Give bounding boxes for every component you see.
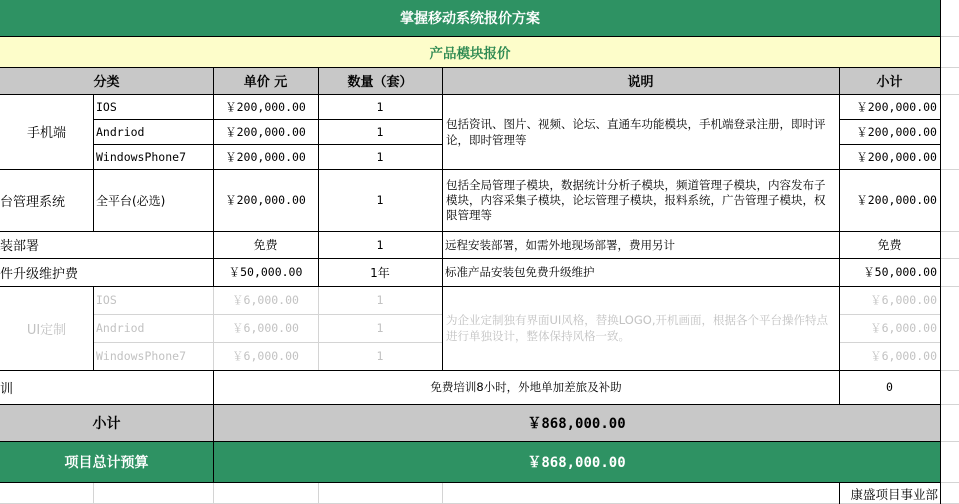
mobile-description[interactable]: 包括资讯、图片、视频、论坛、直通车功能模块，手机端登录注册，即时评论，即时管理等 — [446, 116, 826, 147]
border — [940, 0, 941, 504]
gridline — [940, 258, 959, 259]
border — [213, 370, 214, 482]
gridline — [940, 36, 959, 37]
border — [93, 286, 94, 370]
deploy-price[interactable]: 免费 — [253, 238, 278, 252]
border — [839, 482, 840, 504]
mobile-price-ios[interactable]: ￥200,000.00 — [225, 99, 306, 114]
gridline — [940, 94, 959, 95]
mobile-price-wp7[interactable]: ￥200,000.00 — [225, 149, 306, 164]
ui-description[interactable]: 为企业定制独有界面UI风格，替换LOGO,开机画面，根据各个平台操作特点进行单独设计，整体保持风格一致。 — [446, 313, 828, 343]
sheet-title[interactable]: 掌握移动系统报价方案 — [0, 0, 940, 36]
training-description[interactable]: 免费培训8小时，外地单加差旅及补助 — [430, 380, 622, 394]
border — [0, 286, 940, 287]
backend-price[interactable]: ￥200,000.00 — [225, 193, 306, 207]
upgrade-subtotal[interactable]: ￥50,000.00 — [863, 265, 937, 279]
border — [0, 441, 940, 442]
gridline — [442, 483, 443, 504]
mobile-platform-ios[interactable]: IOS — [96, 99, 117, 114]
header-category[interactable]: 分类 — [93, 75, 120, 90]
backend-platform[interactable]: 全平台(必选) — [96, 193, 166, 208]
border — [93, 119, 442, 120]
gridline — [940, 67, 959, 68]
border — [0, 258, 940, 259]
budget-label[interactable]: 项目总计预算 — [64, 454, 149, 471]
total-value[interactable]: ￥868,000.00 — [527, 415, 626, 432]
border — [0, 169, 940, 170]
border — [318, 67, 319, 286]
gridline — [940, 231, 959, 232]
gridline — [839, 342, 940, 343]
gridline — [940, 169, 959, 170]
border — [0, 231, 940, 232]
border — [0, 67, 940, 68]
gridline — [940, 482, 959, 483]
border — [839, 67, 840, 404]
gridline — [839, 314, 940, 315]
backend-description[interactable]: 包括全局管理子模块，数据统计分析子模块，频道管理子模块，内容发布子模块，内容采集子模块，论坛管理子模块，报料系统，广告管理子模块，权限管理等 — [446, 177, 826, 222]
gridline — [318, 286, 319, 370]
gridline — [940, 404, 959, 405]
ui-qty-android[interactable]: 1 — [376, 321, 384, 335]
deploy-qty[interactable]: 1 — [376, 237, 384, 252]
border — [0, 36, 940, 37]
border — [0, 94, 940, 95]
right-border-strip — [940, 0, 959, 36]
mobile-platform-wp7[interactable]: WindowsPhone7 — [96, 149, 187, 164]
ui-subtotal-android[interactable]: ￥6,000.00 — [870, 321, 937, 335]
ui-qty-ios[interactable]: 1 — [376, 293, 384, 307]
border — [0, 482, 940, 483]
border — [442, 67, 443, 370]
mobile-subtotal-android[interactable]: ￥200,000.00 — [856, 124, 937, 139]
gridline — [940, 441, 959, 442]
gridline — [93, 483, 94, 504]
upgrade-category[interactable]: 件升级维护费 — [0, 266, 79, 282]
gridline — [940, 370, 959, 371]
mobile-subtotal-wp7[interactable]: ￥200,000.00 — [856, 149, 937, 164]
ui-subtotal-ios[interactable]: ￥6,000.00 — [870, 293, 937, 307]
section-subtitle[interactable]: 产品模块报价 — [0, 36, 940, 67]
budget-value[interactable]: ￥868,000.00 — [527, 454, 626, 471]
upgrade-qty[interactable]: 1年 — [370, 265, 390, 280]
header-quantity[interactable]: 数量（套） — [347, 75, 413, 90]
header-description[interactable]: 说明 — [627, 75, 654, 90]
gridline — [318, 483, 319, 504]
deploy-description[interactable]: 远程安装部署，如需外地现场部署，费用另计 — [445, 237, 675, 252]
gridline — [213, 286, 214, 370]
training-subtotal[interactable]: 0 — [886, 380, 893, 394]
mobile-category[interactable]: 手机端 — [26, 126, 66, 141]
gridline — [93, 342, 442, 343]
gridline — [93, 314, 442, 315]
ui-subtotal-wp7[interactable]: ￥6,000.00 — [870, 349, 937, 363]
upgrade-description[interactable]: 标准产品安装包免费升级维护 — [445, 265, 595, 279]
ui-price-wp7[interactable]: ￥6,000.00 — [232, 349, 299, 363]
border — [93, 94, 94, 231]
total-label[interactable]: 小计 — [92, 415, 121, 432]
mobile-qty-wp7[interactable]: 1 — [376, 149, 384, 164]
mobile-price-android[interactable]: ￥200,000.00 — [225, 124, 306, 139]
ui-platform-ios[interactable]: IOS — [96, 293, 117, 307]
mobile-subtotal-ios[interactable]: ￥200,000.00 — [856, 99, 937, 114]
footer-department[interactable]: 康盛项目事业部 — [850, 486, 938, 502]
backend-qty[interactable]: 1 — [376, 193, 384, 207]
border — [0, 370, 940, 371]
ui-platform-android[interactable]: Andriod — [96, 321, 145, 335]
border — [213, 67, 214, 286]
backend-category[interactable]: 台管理系统 — [0, 194, 66, 210]
upgrade-price[interactable]: ￥50,000.00 — [228, 265, 303, 279]
ui-qty-wp7[interactable]: 1 — [376, 349, 384, 363]
gridline — [213, 483, 214, 504]
ui-price-android[interactable]: ￥6,000.00 — [232, 321, 299, 335]
mobile-qty-ios[interactable]: 1 — [376, 99, 384, 114]
backend-subtotal[interactable]: ￥200,000.00 — [856, 193, 937, 207]
ui-price-ios[interactable]: ￥6,000.00 — [232, 293, 299, 307]
training-category[interactable]: 训 — [0, 381, 14, 397]
header-subtotal[interactable]: 小计 — [876, 75, 903, 90]
border — [0, 404, 940, 405]
border — [93, 144, 442, 145]
header-unit-price[interactable]: 单价 元 — [243, 75, 288, 90]
mobile-platform-android[interactable]: Andriod — [96, 124, 145, 139]
gridline — [940, 286, 959, 287]
deploy-category[interactable]: 装部署 — [0, 239, 40, 254]
ui-platform-wp7[interactable]: WindowsPhone7 — [96, 349, 187, 363]
deploy-subtotal[interactable]: 免费 — [877, 238, 902, 252]
border — [839, 119, 940, 120]
border — [839, 144, 940, 145]
ui-category[interactable]: UI定制 — [26, 322, 67, 338]
mobile-qty-android[interactable]: 1 — [376, 124, 384, 139]
